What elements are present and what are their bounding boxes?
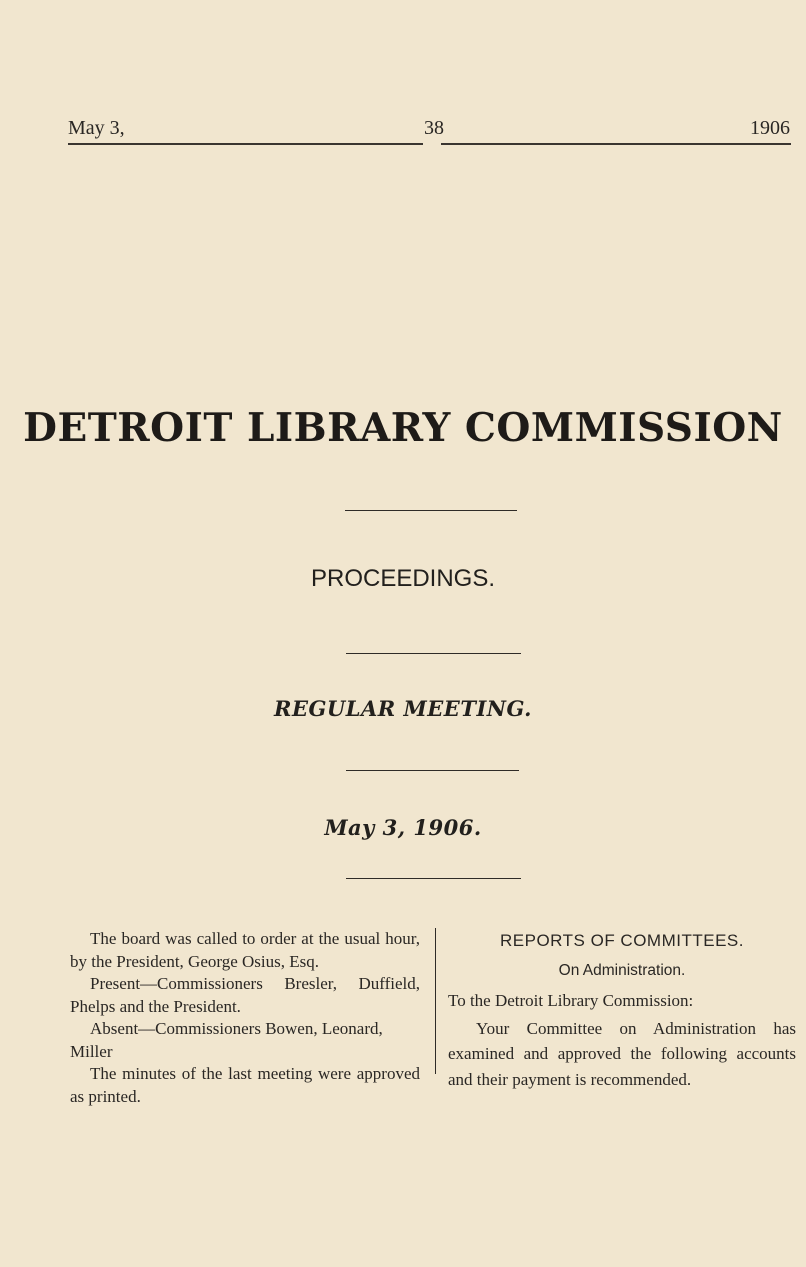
paragraph-call-to-order: The board was called to order at the usual hour, by the President, George Osius, Esq. <box>70 929 420 971</box>
divider-rule <box>346 653 521 654</box>
running-header-date: May 3, <box>68 117 125 139</box>
paragraph-present: Present—Commissioners Bresler, Duffield, Phelps and the President. <box>70 974 420 1016</box>
header-rule-left <box>68 143 423 145</box>
left-column <box>70 928 420 1108</box>
divider-rule <box>346 770 519 771</box>
paragraph-absent: Absent—Commissioners Bowen, Leonard, Miller <box>70 1019 383 1061</box>
paragraph-minutes: The minutes of the last meeting were approved as printed. <box>70 1064 420 1106</box>
section-title-proceedings: PROCEEDINGS. <box>310 565 496 592</box>
running-header-year: 1906 <box>750 117 790 139</box>
salutation: To the Detroit Library Commission: <box>448 991 694 1010</box>
page-number: 38 <box>424 117 444 139</box>
meeting-type: REGULAR MEETING. <box>274 696 532 721</box>
meeting-date: May 3, 1906. <box>324 815 482 840</box>
administration-subheading: On Administration. <box>558 962 686 979</box>
reports-heading: REPORTS OF COMMITTEES. <box>500 931 744 950</box>
header-rule-right <box>441 143 791 145</box>
divider-rule <box>345 510 517 511</box>
document-title: DETROIT LIBRARY COMMISSION <box>23 405 783 451</box>
column-divider <box>435 928 436 1074</box>
right-column <box>448 928 796 1092</box>
divider-rule <box>346 878 521 879</box>
committee-report-body: Your Committee on Administration has examined and approved the following accounts and their payment is recommended. <box>448 1018 796 1089</box>
